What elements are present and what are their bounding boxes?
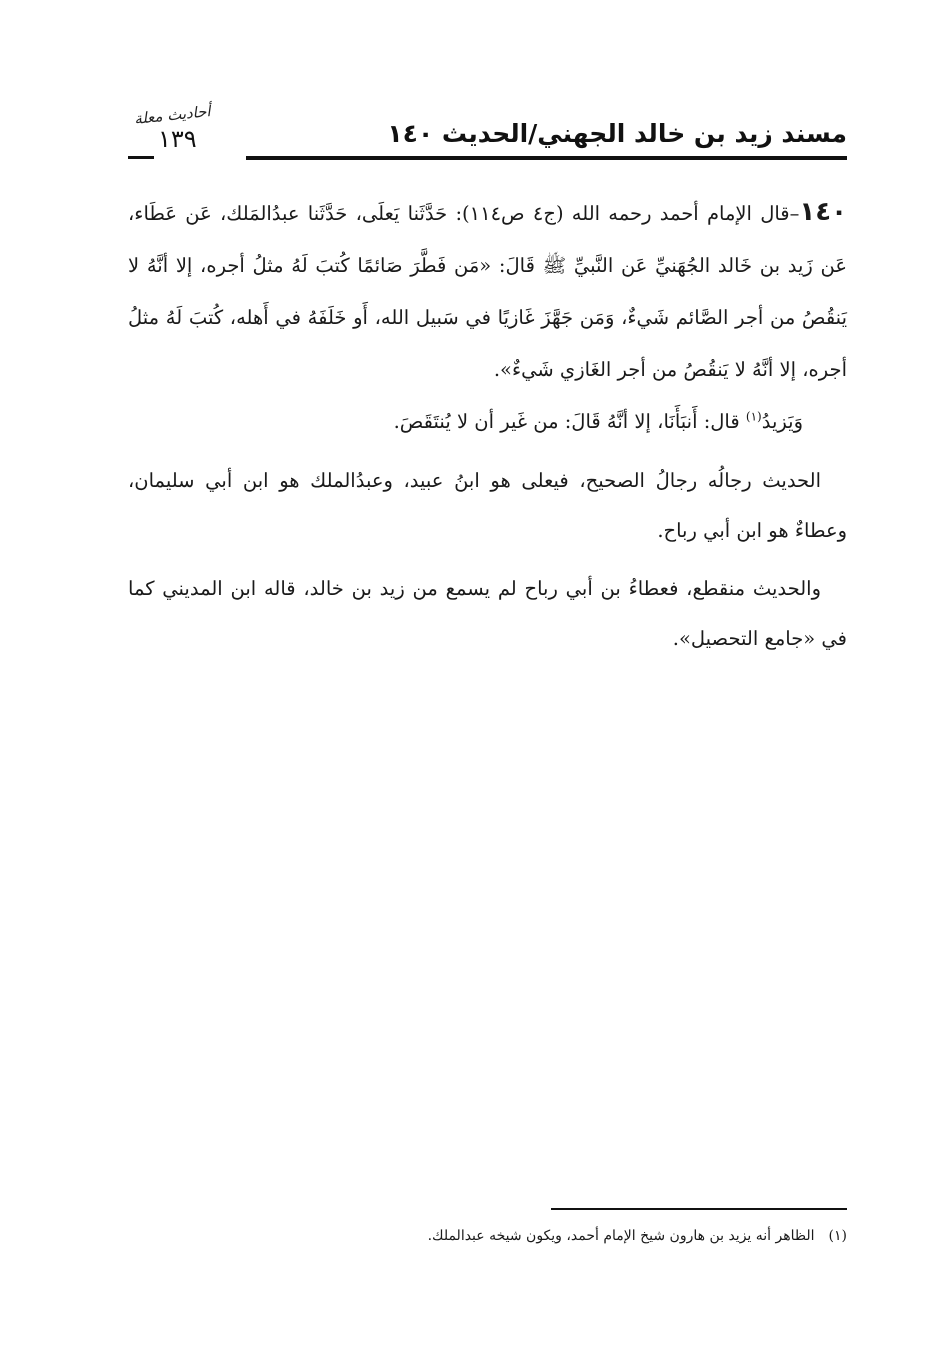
hadith-text: قال الإمام أحمد رحمه الله (ج٤ ص١١٤): حَدَّثَنا يَعلَى، حَدَّثَنا عبدُالمَلك، عَن عَطَاء، عَن زَيد بن خَالد الجُهَنيِّ عَن النَّبيِّ ﷺ قَالَ: «مَن فَطَّرَ صَائمًا كُتبَ لَهُ مثلُ أجره، إلا أنَّهُ لا يَنقُصُ من أجر الصَّائم شَيءٌ، وَمَن جَهَّزَ غَازيًا في سَبيل الله، أَو خَلَفَهُ في أَهله، كُتبَ لَهُ مثلُ أجره، إلا أنَّهُ لا يَنقُصُ من أجر الغَازي شَيءٌ». <box>128 202 847 381</box>
footnote-text: الظاهر أنه يزيد بن هارون شيخ الإمام أحمد، ويكون شيخه عبدالملك. <box>427 1228 815 1244</box>
footnote <box>128 1224 847 1248</box>
header-rule <box>246 156 847 160</box>
hadith-dash: – <box>789 202 800 225</box>
page-number-block <box>128 102 248 168</box>
hadith-paragraph <box>128 186 847 396</box>
footnote-rule <box>551 1208 847 1210</box>
page-number-dash <box>128 156 154 159</box>
main-text <box>128 186 847 664</box>
commentary-paragraph-2: والحديث منقطع، فعطاءُ بن أبي رباح لم يسمع من زيد بن خالد، قاله ابن المديني كما في «جامع التحصيل». <box>128 577 847 650</box>
page-header <box>128 102 847 168</box>
handwritten-note: أحاديث معلة <box>133 102 212 128</box>
page-number: ١٣٩ <box>158 125 197 153</box>
hadith-number: ١٤٠ <box>799 197 847 227</box>
commentary-paragraph-1: الحديث رجالُه رجالُ الصحيح، فيعلى هو ابنُ عبيد، وعبدُالملك هو ابن أبي سليمان، وعطاءٌ هو ابن أبي رباح. <box>128 469 847 542</box>
yazid-paragraph <box>128 396 847 448</box>
yazid-text: قال: أَنبَأَنَا، إلا أنَّهُ قَالَ: من غَير أن لا يُنتَقَصَ. <box>393 410 746 433</box>
footnote-marker: (١) <box>828 1228 847 1244</box>
page-title: مسند زيد بن خالد الجهني/الحديث ١٤٠ <box>387 119 847 148</box>
footnote-reference: (١) <box>745 409 762 424</box>
yazid-name: وَيَزيدُ <box>761 410 803 433</box>
